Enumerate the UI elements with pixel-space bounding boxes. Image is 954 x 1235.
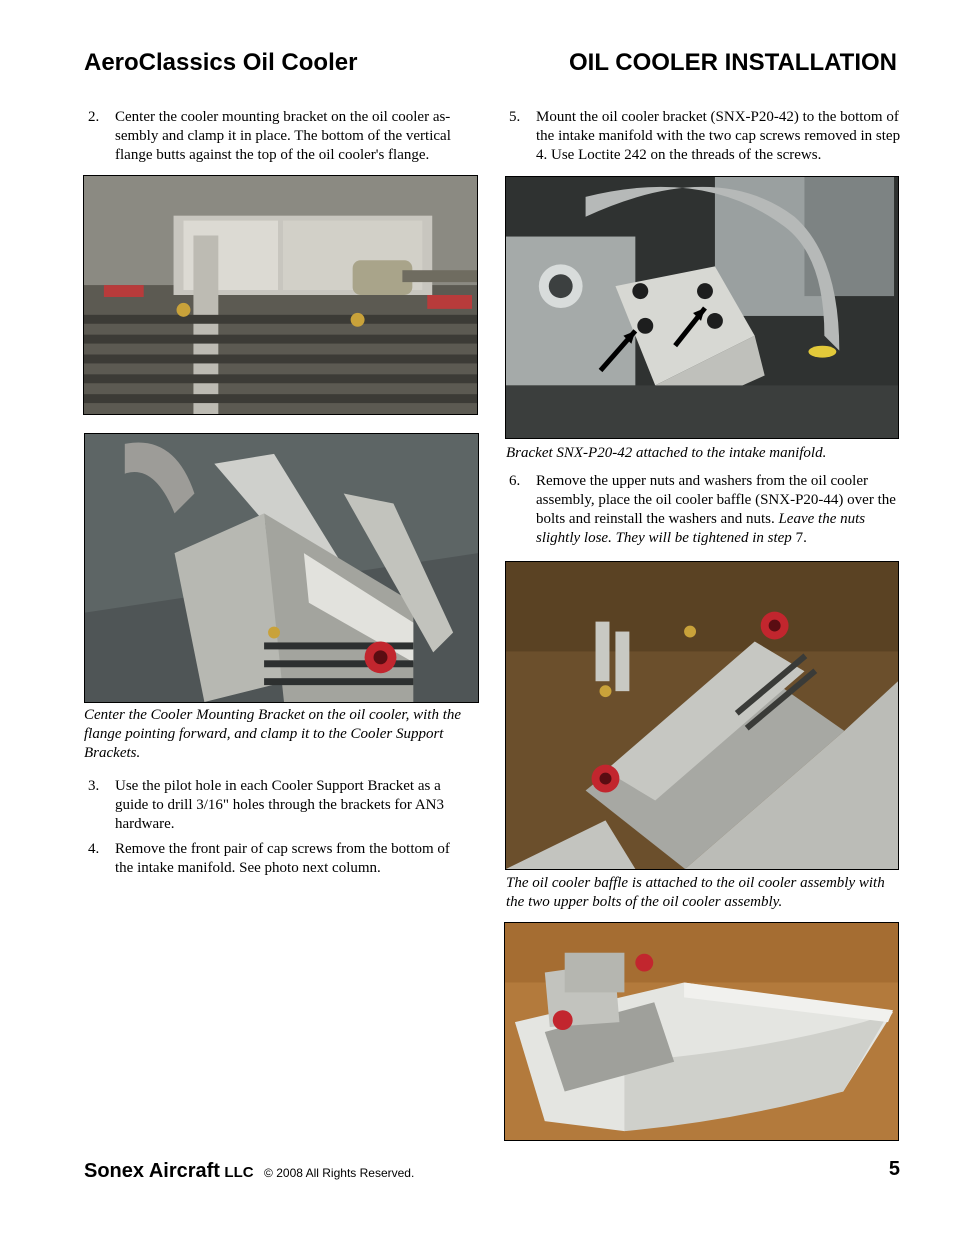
step-text: Center the cooler mounting bracket on the oil cooler as-sembly and clamp it in place. The bottom of the vertical flange butts against the top of the oil cooler's flange. [115, 109, 451, 163]
document-title: AeroClassics Oil Cooler [84, 49, 358, 76]
photo-intake-manifold-bracket [505, 176, 899, 439]
step-2 [88, 108, 470, 165]
photo-baffle-attached [505, 561, 899, 870]
caption-photo-2: Center the Cooler Mounting Bracket on the oil cooler, with the flange pointing forward, and clamp it to the Cooler Support Brackets. [84, 707, 462, 761]
caption-photo-3: Bracket SNX-P20-42 attached to the intake manifold. [506, 445, 827, 461]
step-text-end: 7. [795, 530, 807, 546]
step-text-italic: Leave the nuts slightly lose. They will be tightened in step [536, 511, 866, 546]
step-text: Remove the front pair of cap screws from the bottom of the intake manifold. See photo next column. [115, 841, 450, 876]
step-3 [88, 777, 470, 834]
step-text: Use the pilot hole in each Cooler Support Bracket as a guide to drill 3/16" holes through the brackets for AN3 hardware. [115, 778, 444, 832]
step-number: 2. [88, 109, 100, 125]
step-number: 4. [88, 841, 100, 857]
page-number: 5 [888, 1158, 900, 1180]
step-number: 3. [88, 778, 100, 794]
step-text: Mount the oil cooler bracket (SNX-P20-42) to the bottom of the intake manifold with the two cap screws removed in step 4. Use Loctite 242 on the threads of the screws. [536, 109, 901, 163]
step-text [536, 472, 901, 548]
photo-baffle-complete [504, 922, 899, 1141]
step-number: 5. [509, 109, 521, 125]
step-text-plain: Remove the upper nuts and washers from the oil cooler assembly, place the oil cooler baffle (SNX-P20-44) over the bolts and reinstall the washers and nuts. [536, 473, 896, 527]
step-6 [509, 472, 901, 548]
step-5 [509, 108, 901, 165]
photo-bracket-clamped [83, 175, 478, 415]
photo-bracket-flange-forward [84, 433, 479, 703]
company-name: Sonex Aircraft [84, 1160, 220, 1182]
step-number: 6. [509, 473, 521, 489]
caption-photo-4: The oil cooler baffle is attached to the oil cooler assembly with the two upper bolts of the oil cooler assembly. [506, 875, 885, 910]
footer-brand [84, 1160, 414, 1183]
step-4 [88, 840, 470, 878]
section-title: OIL COOLER INSTALLATION [569, 49, 897, 76]
company-suffix: LLC [224, 1164, 254, 1181]
copyright: © 2008 All Rights Reserved. [264, 1166, 415, 1180]
